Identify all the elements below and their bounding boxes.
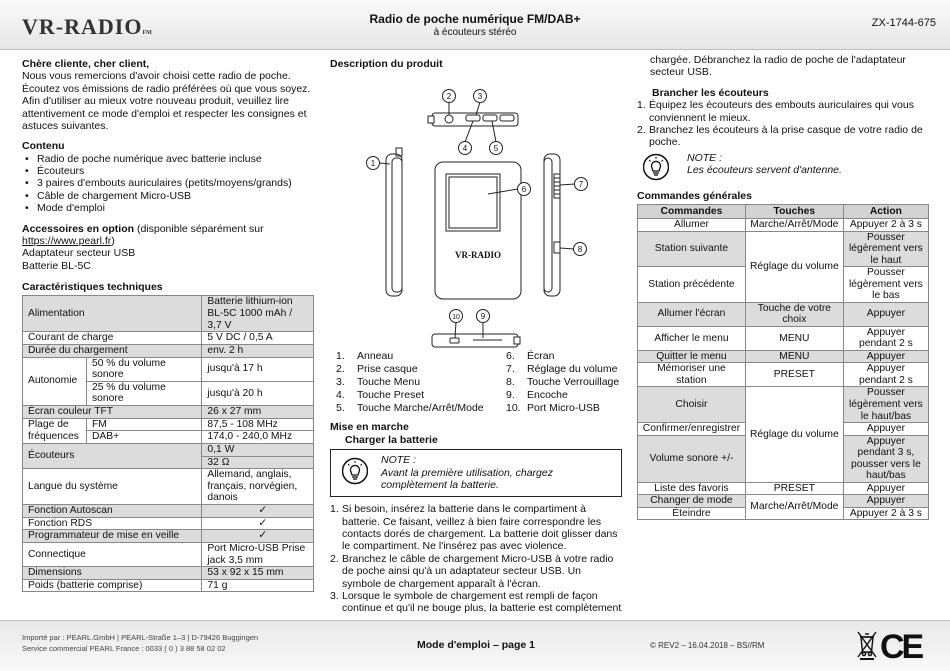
table-row (638, 302, 929, 326)
spec-label: Connectique (23, 542, 202, 566)
table-header-row (638, 205, 929, 219)
list-item: Batterie BL-5C (22, 259, 91, 272)
command-cell: Station précédente (638, 267, 746, 303)
spec-label: Plage de fréquences (23, 418, 87, 443)
command-cell: Mémoriser une station (638, 363, 746, 387)
table-row (23, 505, 314, 518)
earphone-steps (637, 99, 929, 149)
action-cell: Appuyer pendant 2 s (843, 326, 928, 350)
command-cell: Allumer l'écran (638, 302, 746, 326)
intro-text: Nous vous remercions d'avoir choisi cette radio de poche. Écoutez vos émissions de radio préférées où que vous soyez. Afin d'utiliser au mieux votre nouveau produit, veuillez lire attentivement ce mode d'emploi et respecter les consignes et astuces suivantes. (22, 70, 311, 132)
table-row (23, 517, 314, 530)
table-row (638, 350, 929, 363)
list-item: 3. Touche Menu (336, 376, 421, 389)
table-row (23, 469, 314, 505)
list-item: 6. Écran (506, 350, 555, 363)
contents-list (22, 153, 314, 215)
device-logo: VR-RADIO (455, 250, 501, 261)
importer-info (22, 633, 258, 655)
greeting: Chère cliente, cher client, (22, 58, 150, 70)
parts-list (330, 350, 622, 415)
list-item: • Radio de poche numérique avec batterie incluse (22, 153, 314, 165)
earphone-note (637, 152, 929, 186)
product-heading: Description du produit (330, 58, 443, 70)
accessories-note-end: ) (111, 234, 115, 247)
shop-link[interactable]: https://www.pearl.fr (22, 234, 112, 247)
action-cell: Pousser légèrement vers le haut (843, 231, 928, 267)
table-row (23, 332, 314, 345)
action-cell: Appuyer (843, 423, 928, 436)
key-cell: MENU (745, 326, 843, 350)
callout-3: 3 (477, 92, 483, 102)
table-row (638, 387, 929, 423)
list-item: 1. Anneau (336, 350, 394, 363)
revision-info: © REV2 – 16.04.2018 – BS//RM (650, 641, 765, 650)
note-box (330, 449, 622, 497)
action-cell: Appuyer (843, 482, 928, 495)
document-title: Radio de poche numérique FM/DAB+ (369, 12, 581, 26)
radio-illustration (330, 74, 622, 350)
spec-label: Programmateur de mise en veille (23, 530, 202, 543)
table-row (638, 219, 929, 232)
command-cell: Liste des favoris (638, 482, 746, 495)
specs-table (22, 295, 314, 592)
check-mark: ✓ (202, 530, 314, 543)
command-cell: Changer de mode (638, 495, 746, 508)
spec-value: 0,1 W (202, 443, 314, 456)
lightbulb-icon (342, 456, 368, 486)
key-cell: PRESET (745, 482, 843, 495)
table-row (23, 344, 314, 357)
weee-bin-icon (857, 630, 877, 660)
action-cell: Appuyer (843, 495, 928, 508)
service-line: Service commercial PEARL France : 0033 ( 0 ) 3 88 58 02 02 (22, 643, 226, 653)
accessories-heading: Accessoires en option (22, 222, 135, 235)
spec-value: 26 x 27 mm (202, 406, 314, 419)
document-subtitle: à écouteurs stéréo (433, 27, 517, 38)
key-cell: PRESET (745, 363, 843, 387)
page-header (0, 0, 950, 50)
list-item: 8. Touche Verrouillage (506, 376, 620, 389)
spec-value: jusqu'à 17 h (202, 357, 314, 381)
column-header: Action (843, 205, 928, 219)
callout-4: 4 (462, 144, 468, 154)
table-row (23, 418, 314, 431)
key-cell: Touche de votre choix (745, 302, 843, 326)
command-cell: Volume sonore +/- (638, 435, 746, 482)
product-diagram (330, 74, 622, 350)
list-item: 1. Équipez les écouteurs des embouts auriculaires qui vous conviennent le mieux. (637, 99, 914, 124)
check-mark: ✓ (202, 517, 314, 530)
list-item: 2. Branchez les écouteurs à la prise casque de votre radio de poche. (637, 123, 923, 149)
ce-mark: CE (880, 628, 922, 666)
spec-sublabel: 25 % du volume sonore (86, 381, 201, 405)
column-header: Commandes (638, 205, 746, 219)
key-cell: Marche/Arrêt/Mode (745, 495, 843, 520)
spec-value: 5 V DC / 0,5 A (202, 332, 314, 345)
list-item: 3. Lorsque le symbole de chargement est rempli de façon continue et qu'il ne bouge plus, la batterie est complètement (330, 589, 622, 615)
callout-1: 1 (370, 159, 376, 169)
table-row (638, 482, 929, 495)
callout-9: 9 (480, 312, 486, 322)
list-item: 9. Encoche (506, 389, 568, 402)
action-cell: Appuyer pendant 3 s, pousser vers le haut/bas (843, 435, 928, 482)
spec-label: Poids (batterie comprise) (23, 579, 202, 592)
importer-line: Importé par : PEARL.GmbH | PEARL-Straße 1–3 | D-79426 Buggingen (22, 633, 259, 642)
contents-heading: Contenu (22, 140, 65, 153)
spec-label: Langue du système (23, 469, 202, 505)
table-row (23, 296, 314, 332)
command-cell: Choisir (638, 387, 746, 423)
spec-label: Écran couleur TFT (23, 406, 202, 419)
spec-value: 53 x 92 x 15 mm (202, 567, 314, 580)
note-title: NOTE : (381, 454, 417, 467)
spec-value: Port Micro-USB Prise jack 3,5 mm (202, 542, 314, 566)
spec-value: 87,5 - 108 MHz (202, 418, 314, 431)
table-row (638, 495, 929, 508)
key-cell: Réglage du volume (745, 387, 843, 482)
callout-7: 7 (578, 180, 584, 190)
table-row (23, 406, 314, 419)
brand-logo: VR-RADIOFM (22, 14, 152, 39)
list-item: • 3 paires d'embouts auriculaires (petits/moyens/grands) (22, 177, 314, 189)
table-row (23, 579, 314, 592)
list-item: 10. Port Micro-USB (506, 402, 600, 415)
list-item: • Mode d'emploi (22, 202, 314, 214)
charge-step-continued: chargée. Débranchez la radio de poche de l'adaptateur secteur USB. (650, 54, 906, 79)
spec-value: env. 2 h (202, 344, 314, 357)
spec-sublabel: DAB+ (86, 431, 201, 444)
action-cell: Pousser légèrement vers le haut/bas (843, 387, 928, 423)
list-item: 7. Réglage du volume (506, 363, 618, 376)
command-cell: Confirmer/enregistrer (638, 423, 746, 436)
table-row (23, 443, 314, 456)
action-cell: Appuyer 2 à 3 s (843, 219, 928, 232)
list-item: 4. Touche Preset (336, 389, 425, 402)
table-row (638, 363, 929, 387)
specs-heading: Caractéristiques techniques (22, 281, 163, 293)
column-middle (330, 58, 622, 615)
page-number: Mode d'emploi – page 1 (417, 639, 536, 651)
table-row (23, 530, 314, 543)
action-cell: Appuyer (843, 302, 928, 326)
list-item: Adaptateur secteur USB (22, 247, 136, 260)
spec-label: Autonomie (23, 357, 87, 406)
note-title: NOTE : (687, 151, 723, 164)
command-cell: Allumer (638, 219, 746, 232)
command-cell: Quitter le menu (638, 350, 746, 363)
spec-label: Écouteurs (23, 443, 202, 468)
spec-value: Allemand, anglais, français, norvégien, danois (202, 469, 314, 505)
earphones-heading: Brancher les écouteurs (652, 86, 769, 99)
spec-value: jusqu'à 20 h (202, 381, 314, 405)
list-item: 2. Prise casque (336, 363, 418, 376)
list-item: • Écouteurs (22, 165, 314, 177)
action-cell: Pousser légèrement vers le bas (843, 267, 928, 303)
column-right (637, 54, 929, 520)
callout-10: 10 (452, 314, 460, 322)
action-cell: Appuyer (843, 350, 928, 363)
key-cell: Réglage du volume (745, 231, 843, 302)
callout-2: 2 (446, 92, 452, 102)
key-cell: Marche/Arrêt/Mode (745, 219, 843, 232)
spec-label: Fonction Autoscan (23, 505, 202, 518)
table-row (23, 357, 314, 381)
spec-value: Batterie lithium-ion BL-5C 1000 mAh / 3,7 V (202, 296, 314, 332)
spec-label: Courant de charge (23, 332, 202, 345)
spec-label: Alimentation (23, 296, 202, 332)
action-cell: Appuyer pendant 2 s (843, 363, 928, 387)
spec-sublabel: 50 % du volume sonore (86, 357, 201, 381)
table-row (638, 231, 929, 267)
accessories-note: (disponible séparément sur (134, 222, 264, 235)
action-cell: Appuyer 2 à 3 s (843, 507, 928, 520)
command-cell: Afficher le menu (638, 326, 746, 350)
list-item: 2. Branchez le câble de chargement Micro-USB à votre radio de poche ainsi qu'à un adaptateur secteur USB. Un symbole de chargement apparaît à l'écran. (330, 552, 614, 590)
product-code: ZX-1744-675 (871, 17, 936, 29)
charge-heading: Charger la batterie (345, 433, 438, 446)
list-item: 5. Touche Marche/Arrêt/Mode (336, 402, 484, 415)
spec-label: Durée du chargement (23, 344, 202, 357)
list-item: • Câble de chargement Micro-USB (22, 190, 314, 202)
command-cell: Éteindre (638, 507, 746, 520)
column-header: Touches (745, 205, 843, 219)
commands-heading: Commandes générales (637, 189, 752, 202)
note-text: Les écouteurs servent d'antenne. (687, 164, 842, 176)
callout-8: 8 (577, 245, 583, 255)
table-row (638, 326, 929, 350)
spec-value: 71 g (202, 579, 314, 592)
spec-sublabel: FM (86, 418, 201, 431)
spec-label: Dimensions (23, 567, 202, 580)
callout-6: 6 (521, 185, 527, 195)
accessories-block (22, 223, 314, 273)
charge-steps (330, 503, 622, 614)
note-text: Avant la première utilisation, chargez complètement la batterie. (381, 466, 553, 491)
page-footer (0, 620, 950, 671)
commands-table (637, 204, 929, 520)
key-cell: MENU (745, 350, 843, 363)
check-mark: ✓ (202, 505, 314, 518)
spec-value: 174,0 - 240,0 MHz (202, 431, 314, 444)
spec-label: Fonction RDS (23, 517, 202, 530)
setup-heading: Mise en marche (330, 421, 409, 434)
lightbulb-icon (643, 152, 669, 182)
table-row (23, 542, 314, 566)
table-row (23, 567, 314, 580)
column-left (22, 58, 314, 592)
spec-value: 32 Ω (202, 456, 314, 469)
command-cell: Station suivante (638, 231, 746, 267)
callout-5: 5 (493, 144, 499, 154)
list-item: 1. Si besoin, insérez la batterie dans le compartiment à batterie. Ce faisant, veillez à bien faire correspondre les contacts dorés de chargement. La batterie doit glisser dans le compartiment. Ne l'insérez pas avec violence. (330, 503, 618, 553)
